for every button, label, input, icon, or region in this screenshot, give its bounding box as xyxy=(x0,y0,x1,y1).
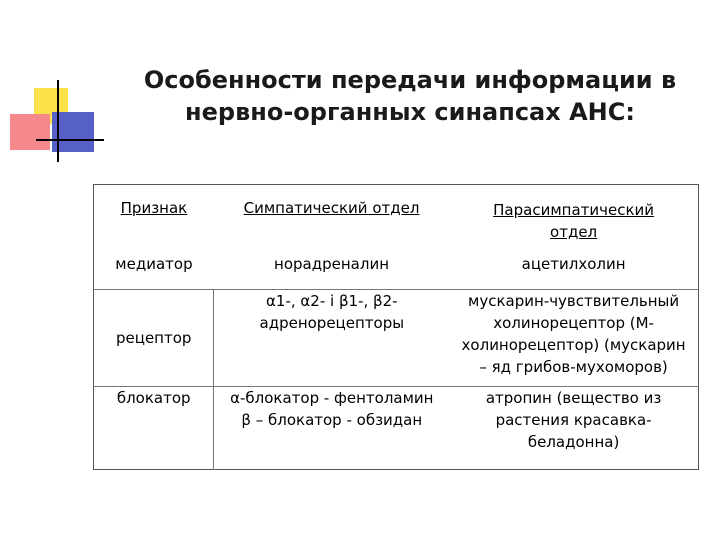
synapse-table xyxy=(93,184,699,470)
feature-cell: блокатор xyxy=(94,387,214,470)
sympathetic-cell: α-блокатор - фентоламин β – блокатор - обзидан xyxy=(230,389,434,429)
table-row xyxy=(94,255,699,290)
table-header-row xyxy=(94,185,699,256)
sympathetic-cell: α1-, α2- і β1-, β2- адренорецепторы xyxy=(259,292,405,332)
parasympathetic-cell: мускарин-чувствительный холинорецептор (М- холинорецептор) (мускарин – яд грибов-мухоморов) xyxy=(461,292,686,376)
header-feature: Признак xyxy=(120,199,188,217)
feature-cell: медиатор xyxy=(115,255,193,273)
sympathetic-cell: норадреналин xyxy=(274,255,390,273)
slide-title: Особенности передачи информации в нервно-органных синапсах АНС: xyxy=(143,66,677,126)
header-sympathetic: Симпатический отдел xyxy=(243,199,420,217)
decor-red-square xyxy=(10,114,50,150)
feature-cell: рецептор xyxy=(94,290,214,387)
decor-graphic xyxy=(0,0,110,170)
table-row xyxy=(94,290,699,387)
header-parasympathetic: Парасимпатический отдел xyxy=(493,201,655,241)
table-row xyxy=(94,387,699,470)
parasympathetic-cell: атропин (вещество из растения красавка- беладонна) xyxy=(485,389,662,451)
parasympathetic-cell: ацетилхолин xyxy=(521,255,626,273)
